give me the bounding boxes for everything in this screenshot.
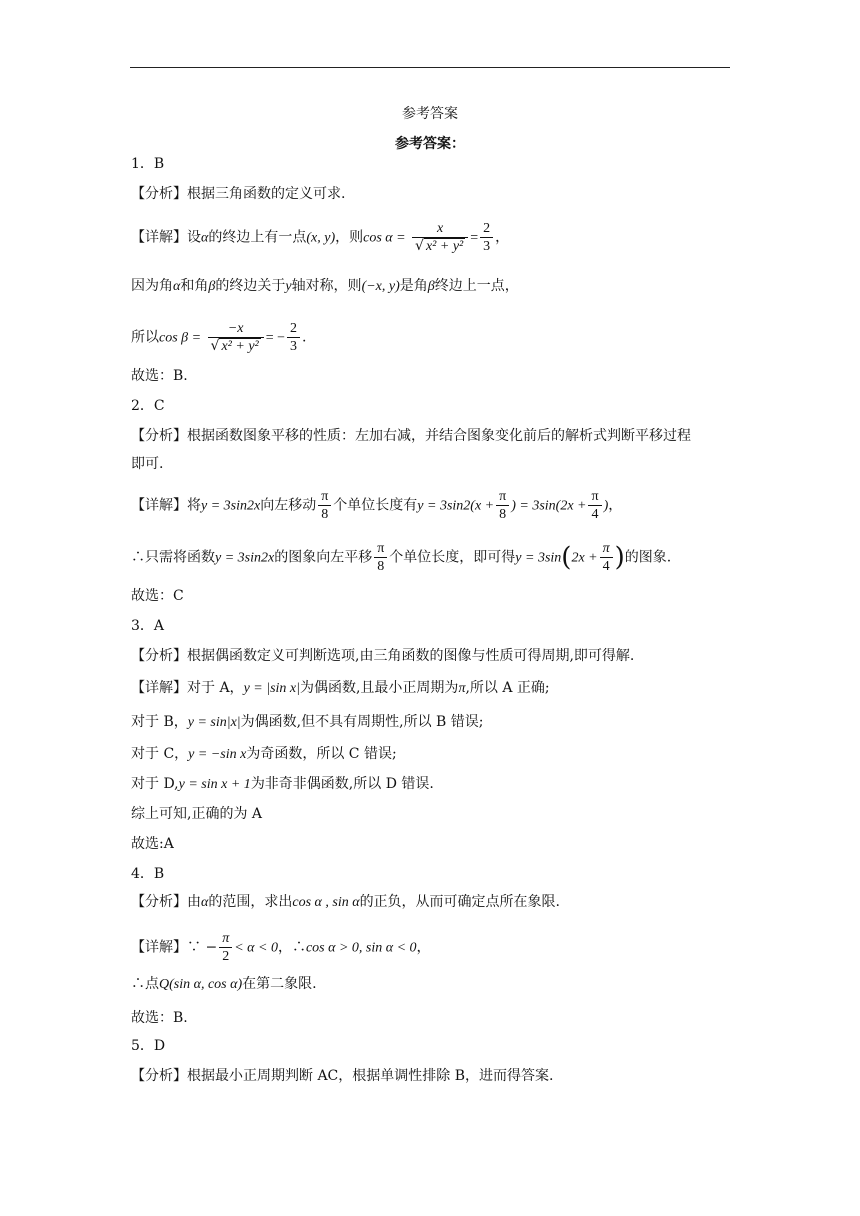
text: ,所以 A 正确; bbox=[465, 680, 550, 696]
text: 【详解】对于 A， bbox=[131, 680, 244, 696]
text: ， bbox=[416, 939, 431, 956]
q2-analysis-cont: 即可. bbox=[131, 456, 164, 472]
text: . bbox=[302, 329, 307, 346]
denominator: 8 bbox=[499, 507, 507, 522]
math: y bbox=[285, 279, 292, 294]
math: (−x, y) bbox=[361, 279, 400, 294]
text: 【详解】设 bbox=[131, 229, 201, 246]
q4-number: 4．B bbox=[131, 866, 165, 882]
numerator: π bbox=[374, 540, 387, 558]
text: 为非奇非偶函数,所以 D 错误. bbox=[250, 776, 434, 792]
q1-detail bbox=[131, 220, 509, 255]
fraction bbox=[480, 220, 493, 255]
math: y = −sin x bbox=[188, 747, 247, 762]
numerator: π bbox=[600, 540, 613, 558]
text: 为奇函数，所以 C 错误; bbox=[246, 746, 397, 762]
numerator: −x bbox=[208, 320, 264, 338]
q3-number: 3．A bbox=[131, 618, 165, 634]
text: 的终边上有一点 bbox=[208, 229, 307, 246]
text: 在第二象限. bbox=[242, 976, 317, 992]
q5-analysis: 【分析】根据最小正周期判断 AC，根据单调性排除 B，进而得答案. bbox=[131, 1068, 554, 1084]
text: 为偶函数,但不具有周期性,所以 B 错误; bbox=[240, 714, 484, 730]
text: 的图象. bbox=[624, 549, 672, 566]
paren-right: ) bbox=[614, 542, 625, 573]
fraction bbox=[318, 488, 331, 523]
fraction bbox=[588, 488, 601, 523]
math: 2x + bbox=[571, 550, 598, 566]
numerator: π bbox=[318, 488, 331, 506]
section-title: 参考答案： bbox=[395, 136, 465, 152]
math: cos α = bbox=[363, 230, 406, 246]
denominator: 8 bbox=[321, 507, 329, 522]
q3-detail-a bbox=[131, 678, 550, 699]
q2-analysis: 【分析】根据函数图象平移的性质：左加右减，并结合图象变化前后的解析式判断平移过程 bbox=[131, 428, 691, 444]
text: ∴点 bbox=[131, 976, 159, 992]
math: ) = 3sin(2x + bbox=[511, 498, 587, 514]
math: β bbox=[427, 279, 435, 294]
fraction bbox=[219, 930, 232, 965]
q4-choice: 故选：B. bbox=[131, 1010, 188, 1026]
q3-analysis: 【分析】根据偶函数定义可判断选项,由三角函数的图像与性质可得周期,即可得解. bbox=[131, 648, 635, 664]
q3-detail-c bbox=[131, 744, 397, 765]
q1-number: 1．B bbox=[131, 156, 165, 172]
text: 因为角 bbox=[131, 278, 173, 294]
text: ， bbox=[608, 497, 623, 514]
math: α bbox=[173, 279, 181, 294]
numerator: π bbox=[496, 488, 509, 506]
denominator: 4 bbox=[591, 507, 599, 522]
denominator: 3 bbox=[483, 239, 491, 254]
q1-choice: 故选：B. bbox=[131, 368, 188, 384]
q3-choice: 故选:A bbox=[131, 836, 174, 852]
text: ，∴ bbox=[277, 939, 306, 956]
fraction bbox=[600, 540, 613, 575]
numerator: 2 bbox=[480, 220, 493, 238]
q2-detail bbox=[131, 488, 622, 523]
text: 的图象向左平移 bbox=[274, 549, 373, 566]
denominator: √ x² + y² bbox=[415, 238, 464, 254]
radicand: x² + y² bbox=[221, 339, 259, 354]
math: α bbox=[201, 230, 209, 246]
text: 【分析】由 bbox=[131, 894, 201, 910]
text: 【详解】∵ − bbox=[131, 939, 218, 956]
denominator: 8 bbox=[377, 559, 385, 574]
q3-detail-b bbox=[131, 712, 483, 733]
numerator: π bbox=[219, 930, 232, 948]
q4-detail bbox=[131, 930, 431, 965]
text: 【详解】将 bbox=[131, 497, 201, 514]
text: ， bbox=[495, 229, 510, 246]
text: 的终边关于 bbox=[215, 278, 286, 294]
text: ∴只需将函数 bbox=[131, 549, 215, 566]
numerator: 2 bbox=[287, 320, 300, 338]
text: 和角 bbox=[180, 278, 209, 294]
denominator: 4 bbox=[602, 559, 610, 574]
math: y = 3sin bbox=[515, 550, 562, 566]
math: cos α > 0, sin α < 0 bbox=[305, 940, 417, 956]
math: = bbox=[470, 230, 479, 246]
fraction bbox=[412, 220, 468, 255]
math: (x, y) bbox=[306, 230, 336, 246]
text: 个单位长度有 bbox=[333, 497, 418, 514]
text: ，则 bbox=[335, 229, 364, 246]
q1-line3 bbox=[131, 320, 307, 355]
math: y = sin|x| bbox=[187, 715, 241, 730]
q4-analysis bbox=[131, 892, 560, 913]
q4-line2 bbox=[131, 974, 317, 995]
fraction bbox=[374, 540, 387, 575]
math: y = sin x + 1 bbox=[178, 777, 251, 792]
math: cos β = bbox=[159, 330, 202, 346]
math: cos α , sin α bbox=[292, 895, 360, 910]
text: 的正负，从而可确定点所在象限. bbox=[359, 894, 561, 910]
math: π bbox=[458, 681, 466, 696]
math: α bbox=[201, 895, 209, 910]
numerator: x bbox=[412, 220, 468, 238]
q2-number: 2．C bbox=[131, 398, 165, 414]
q1-line2 bbox=[131, 276, 519, 297]
fraction bbox=[496, 488, 509, 523]
text: 对于 C， bbox=[131, 746, 189, 762]
fraction bbox=[287, 320, 300, 355]
text: 终边上一点， bbox=[434, 278, 519, 294]
header-rule bbox=[130, 67, 730, 68]
fraction bbox=[208, 320, 264, 355]
q3-detail-d bbox=[131, 774, 434, 795]
q2-choice: 故选：C bbox=[131, 588, 184, 604]
math: y = 3sin2x bbox=[201, 498, 261, 514]
q5-number: 5．D bbox=[131, 1038, 166, 1054]
math: y = |sin x| bbox=[243, 681, 300, 696]
denominator: √ x² + y² bbox=[210, 338, 259, 354]
text: 所以 bbox=[131, 329, 159, 346]
q1-analysis: 【分析】根据三角函数的定义可求. bbox=[131, 186, 346, 202]
math: < α < 0 bbox=[234, 940, 278, 956]
radicand: x² + y² bbox=[425, 239, 464, 254]
math: Q(sin α, cos α) bbox=[159, 977, 243, 992]
page-title: 参考答案 bbox=[402, 106, 458, 122]
text: 对于 B， bbox=[131, 714, 188, 730]
denominator: 2 bbox=[222, 949, 230, 964]
text: 对于 D, bbox=[131, 776, 179, 792]
q3-summary: 综上可知,正确的为 A bbox=[131, 806, 263, 822]
math: ) bbox=[603, 498, 609, 514]
math: β bbox=[208, 279, 216, 294]
text: 轴对称，则 bbox=[291, 278, 362, 294]
math: y = 3sin2(x + bbox=[417, 498, 495, 514]
text: 个单位长度，即可得 bbox=[389, 549, 516, 566]
text: 为偶函数,且最小正周期为 bbox=[299, 680, 459, 696]
text: 向左移动 bbox=[260, 497, 317, 514]
text: 是角 bbox=[399, 278, 428, 294]
math: = − bbox=[265, 330, 286, 346]
numerator: π bbox=[588, 488, 601, 506]
denominator: 3 bbox=[290, 339, 298, 354]
math: y = 3sin2x bbox=[215, 550, 275, 566]
paren-left: ( bbox=[561, 542, 572, 573]
q2-line2 bbox=[131, 540, 671, 575]
text: 的范围，求出 bbox=[208, 894, 293, 910]
